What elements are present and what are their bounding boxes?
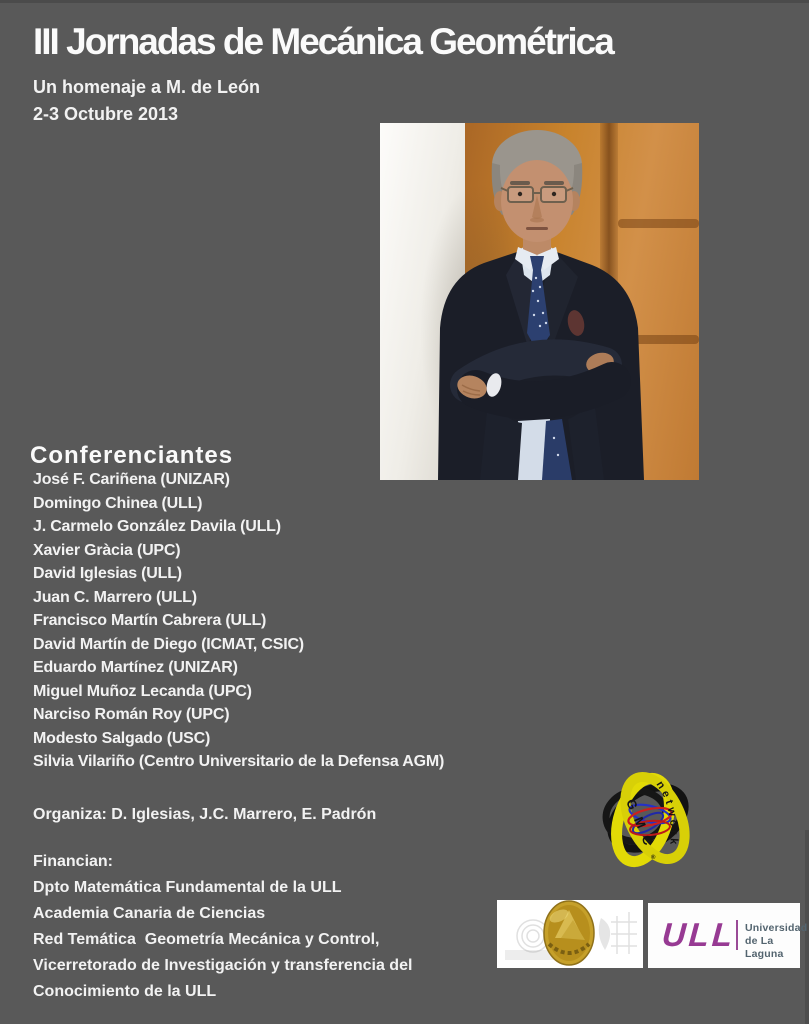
ull-name-block [745,922,807,961]
funding-heading: Financian: [33,853,114,870]
ull-acronym: ULL [660,916,737,953]
organizers-line: Organiza: D. Iglesias, J.C. Marrero, E. Padrón [33,806,377,823]
funding-line: Conocimiento de la ULL [33,983,217,1000]
speaker-item: Juan C. Marrero (ULL) [33,588,197,606]
speaker-item: Silvia Vilariño (Centro Universitario de la Defensa AGM) [33,753,445,770]
photo-m-de-leon [380,123,699,480]
gmc-network-logo-graphic [598,760,702,882]
speaker-item: David Iglesias (ULL) [33,565,182,582]
poster-subtitle: Un homenaje a M. de León [33,77,261,97]
funding-block [33,849,412,1005]
funding-line: Academia Canaria de Ciencias [33,905,266,922]
ull-logo-divider [736,920,738,950]
poster-dates: 2-3 Octubre 2013 [33,104,179,124]
speaker-item: Francisco Martín Cabrera (ULL) [33,612,267,629]
photo-person-illustration [380,123,699,480]
funding-line: Vicerretorado de Investigación y transferencia del [33,957,413,974]
poster-subtitle-block [33,74,260,128]
speaker-item: David Martín de Diego (ICMAT, CSIC) [33,635,304,653]
speaker-item: José F. Cariñena (UNIZAR) [33,471,230,488]
speaker-item: Narciso Román Roy (UPC) [33,706,230,723]
speaker-item: Domingo Chinea (ULL) [33,494,203,512]
speakers-list [33,468,444,774]
gmc-ring-label: GMC [623,796,660,856]
ull-name-line2: de La Laguna [745,935,784,960]
funding-line: Red Temática Geometría Mecánica y Control, [33,931,380,948]
top-edge-line [0,0,809,3]
network-ring-label: network [653,779,680,849]
gmc-registered-mark: ® [651,855,656,861]
gmc-network-logo [598,760,702,882]
funding-line: Dpto Matemática Fundamental de la ULL [33,879,342,896]
speaker-item: Miguel Muñoz Lecanda (UPC) [33,682,252,700]
academia-canaria-ciencias-logo [497,900,643,968]
poster-title: III Jornadas de Mecánica Geométrica [33,21,613,62]
speaker-item: Modesto Salgado (USC) [33,729,211,747]
speaker-item: J. Carmelo González Davila (ULL) [33,518,281,535]
speaker-item: Xavier Gràcia (UPC) [33,541,181,559]
ull-logo [648,903,808,968]
ull-name-line1: Universidad [745,922,808,934]
speaker-item: Eduardo Martínez (UNIZAR) [33,659,238,676]
academia-logo-graphic [497,900,643,968]
speakers-heading: Conferenciantes [30,442,234,469]
